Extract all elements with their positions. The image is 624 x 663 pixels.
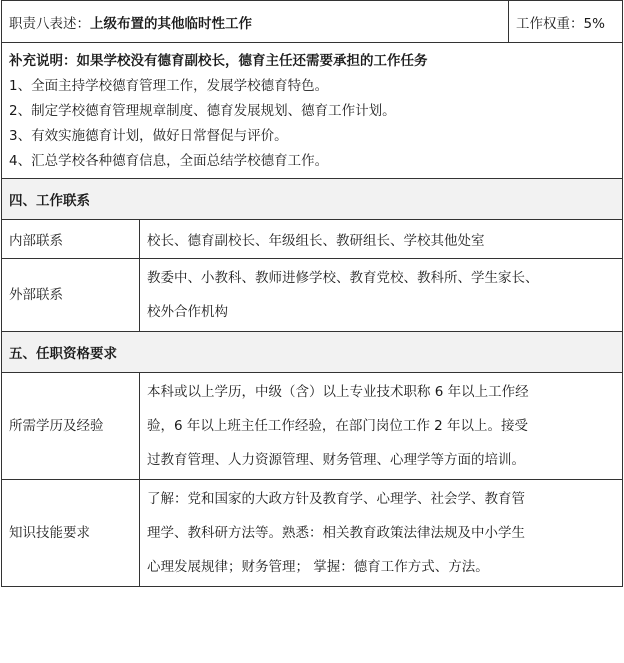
duty-row [2,1,623,43]
skills-row [2,480,623,587]
section-heading: 五、任职资格要求 [2,332,623,373]
external-value [140,259,623,332]
supplement-heading: 补充说明：如果学校没有德育副校长，德育主任还需要承担的工作任务 [9,53,428,69]
internal-relations-row [2,220,623,259]
external-relations-row [2,259,623,332]
skills-label: 知识技能要求 [2,480,140,587]
supplement-row [2,43,623,179]
education-row [2,373,623,480]
duty-title: 上级布置的其他临时性工作 [90,15,252,32]
education-line: 本科或以上学历，中级（含）以上专业技术职称 6 年以上工作经 [147,384,529,400]
education-value [140,373,623,480]
duty-title-cell [2,1,509,43]
supplement-item: 2、制定学校德育管理规章制度、德育发展规划、德育工作计划。 [9,103,396,119]
supplement-item: 4、汇总学校各种德育信息，全面总结学校德育工作。 [9,153,329,169]
education-line: 过教育管理、人力资源管理、财务管理、心理学等方面的培训。 [147,452,525,468]
external-value-line: 校外合作机构 [147,304,228,320]
external-value-line: 教委中、小教科、教师进修学校、教育党校、教科所、学生家长、 [147,270,539,286]
duty-weight-cell [509,1,623,43]
skills-line: 了解：党和国家的大政方针及教育学、心理学、社会学、教育管 [147,491,525,507]
job-description-table [1,0,623,587]
section-heading: 四、工作联系 [2,179,623,220]
internal-value: 校长、德育副校长、年级组长、教研组长、学校其他处室 [140,220,623,259]
skills-line: 心理发展规律；财务管理； 掌握：德育工作方式、方法。 [147,559,489,575]
duty-weight: 工作权重：5% [516,15,605,32]
external-label: 外部联系 [2,259,140,332]
internal-label: 内部联系 [2,220,140,259]
skills-line: 理学、教科研方法等。熟悉：相关教育政策法律法规及中小学生 [147,525,525,541]
duty-title-prefix: 职责八表述： [9,15,90,32]
skills-value [140,480,623,587]
supplement-item: 1、全面主持学校德育管理工作，发展学校德育特色。 [9,78,329,94]
section-relations-row [2,179,623,220]
section-qualifications-row [2,332,623,373]
supplement-item: 3、有效实施德育计划，做好日常督促与评价。 [9,128,288,144]
education-line: 验，6 年以上班主任工作经验，在部门岗位工作 2 年以上。接受 [147,418,529,434]
education-label: 所需学历及经验 [2,373,140,480]
supplement-cell [2,43,623,179]
